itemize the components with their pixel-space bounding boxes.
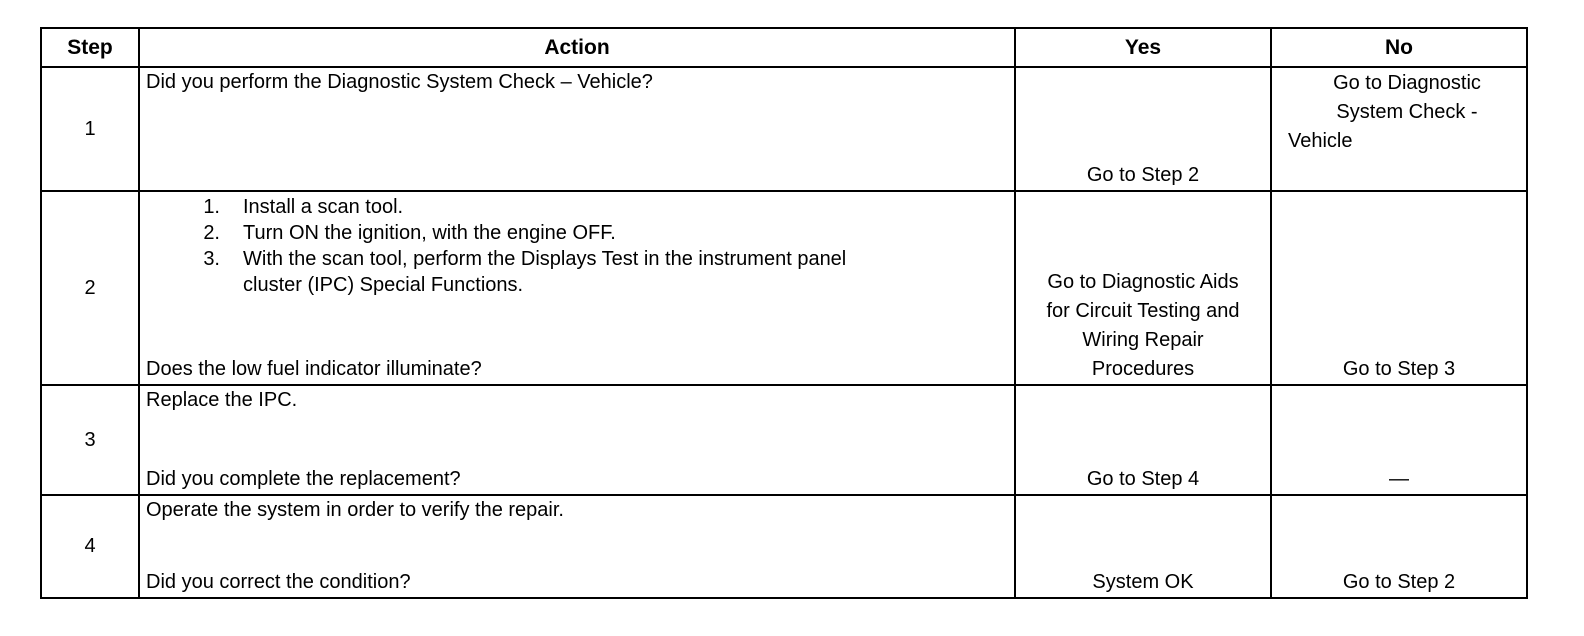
action-question: Did you correct the condition? [146,571,411,593]
list-item-text: With the scan tool, perform the Displays Test in the instrument panel [243,248,847,270]
action-cell [139,495,1015,598]
step-number: 1 [41,67,139,191]
yes-text: Go to Step 4 [1086,468,1200,490]
header-action: Action [139,28,1015,67]
yes-cell [1015,495,1271,598]
action-steps-list [146,194,1014,298]
table-row [41,495,1527,598]
yes-text: Go to Step 2 [1086,164,1200,186]
diagnostic-table [40,27,1528,599]
header-yes: Yes [1015,28,1271,67]
yes-cell [1015,191,1271,385]
action-question: Does the low fuel indicator illuminate? [146,358,482,380]
yes-text-line: Procedures [1091,358,1195,380]
no-text-line: System Check - [1336,101,1478,123]
no-text: Go to Step 2 [1342,571,1456,593]
yes-cell [1015,67,1271,191]
list-item-text: Install a scan tool. [243,196,404,218]
header-row [41,28,1527,67]
no-cell [1271,495,1527,598]
yes-text-line: Wiring Repair [1082,329,1204,351]
action-cell [139,191,1015,385]
action-question: Did you complete the replacement? [146,468,461,490]
action-text: Operate the system in order to verify the repair. [146,499,564,521]
list-item-text: cluster (IPC) Special Functions. [243,274,524,296]
no-text: Go to Step 3 [1342,358,1456,380]
no-text-line: Go to Diagnostic [1333,72,1481,94]
no-cell [1271,67,1527,191]
yes-text [1016,268,1270,384]
header-no: No [1271,28,1527,67]
no-text-line: Vehicle [1288,130,1353,152]
table-row [41,67,1527,191]
table-row [41,191,1527,385]
action-text: Replace the IPC. [146,389,298,411]
list-item [146,220,1014,246]
yes-cell [1015,385,1271,495]
step-number: 2 [41,191,139,385]
header-step: Step [41,28,139,67]
action-text: Did you perform the Diagnostic System Check – Vehicle? [146,71,653,93]
no-text: — [1389,468,1409,490]
action-cell [139,67,1015,191]
action-cell [139,385,1015,495]
no-cell [1271,191,1527,385]
yes-text-line: for Circuit Testing and [1046,300,1240,322]
table-row [41,385,1527,495]
list-item [146,246,1014,298]
list-item-text: Turn ON the ignition, with the engine OFF. [243,222,616,244]
list-item-number: 2. [203,222,220,244]
no-cell [1271,385,1527,495]
yes-text-line: Go to Diagnostic Aids [1047,271,1239,293]
step-number: 4 [41,495,139,598]
step-number: 3 [41,385,139,495]
list-item-number: 3. [203,248,220,270]
list-item-number: 1. [203,196,220,218]
yes-text: System OK [1092,571,1194,593]
list-item [146,194,1014,220]
